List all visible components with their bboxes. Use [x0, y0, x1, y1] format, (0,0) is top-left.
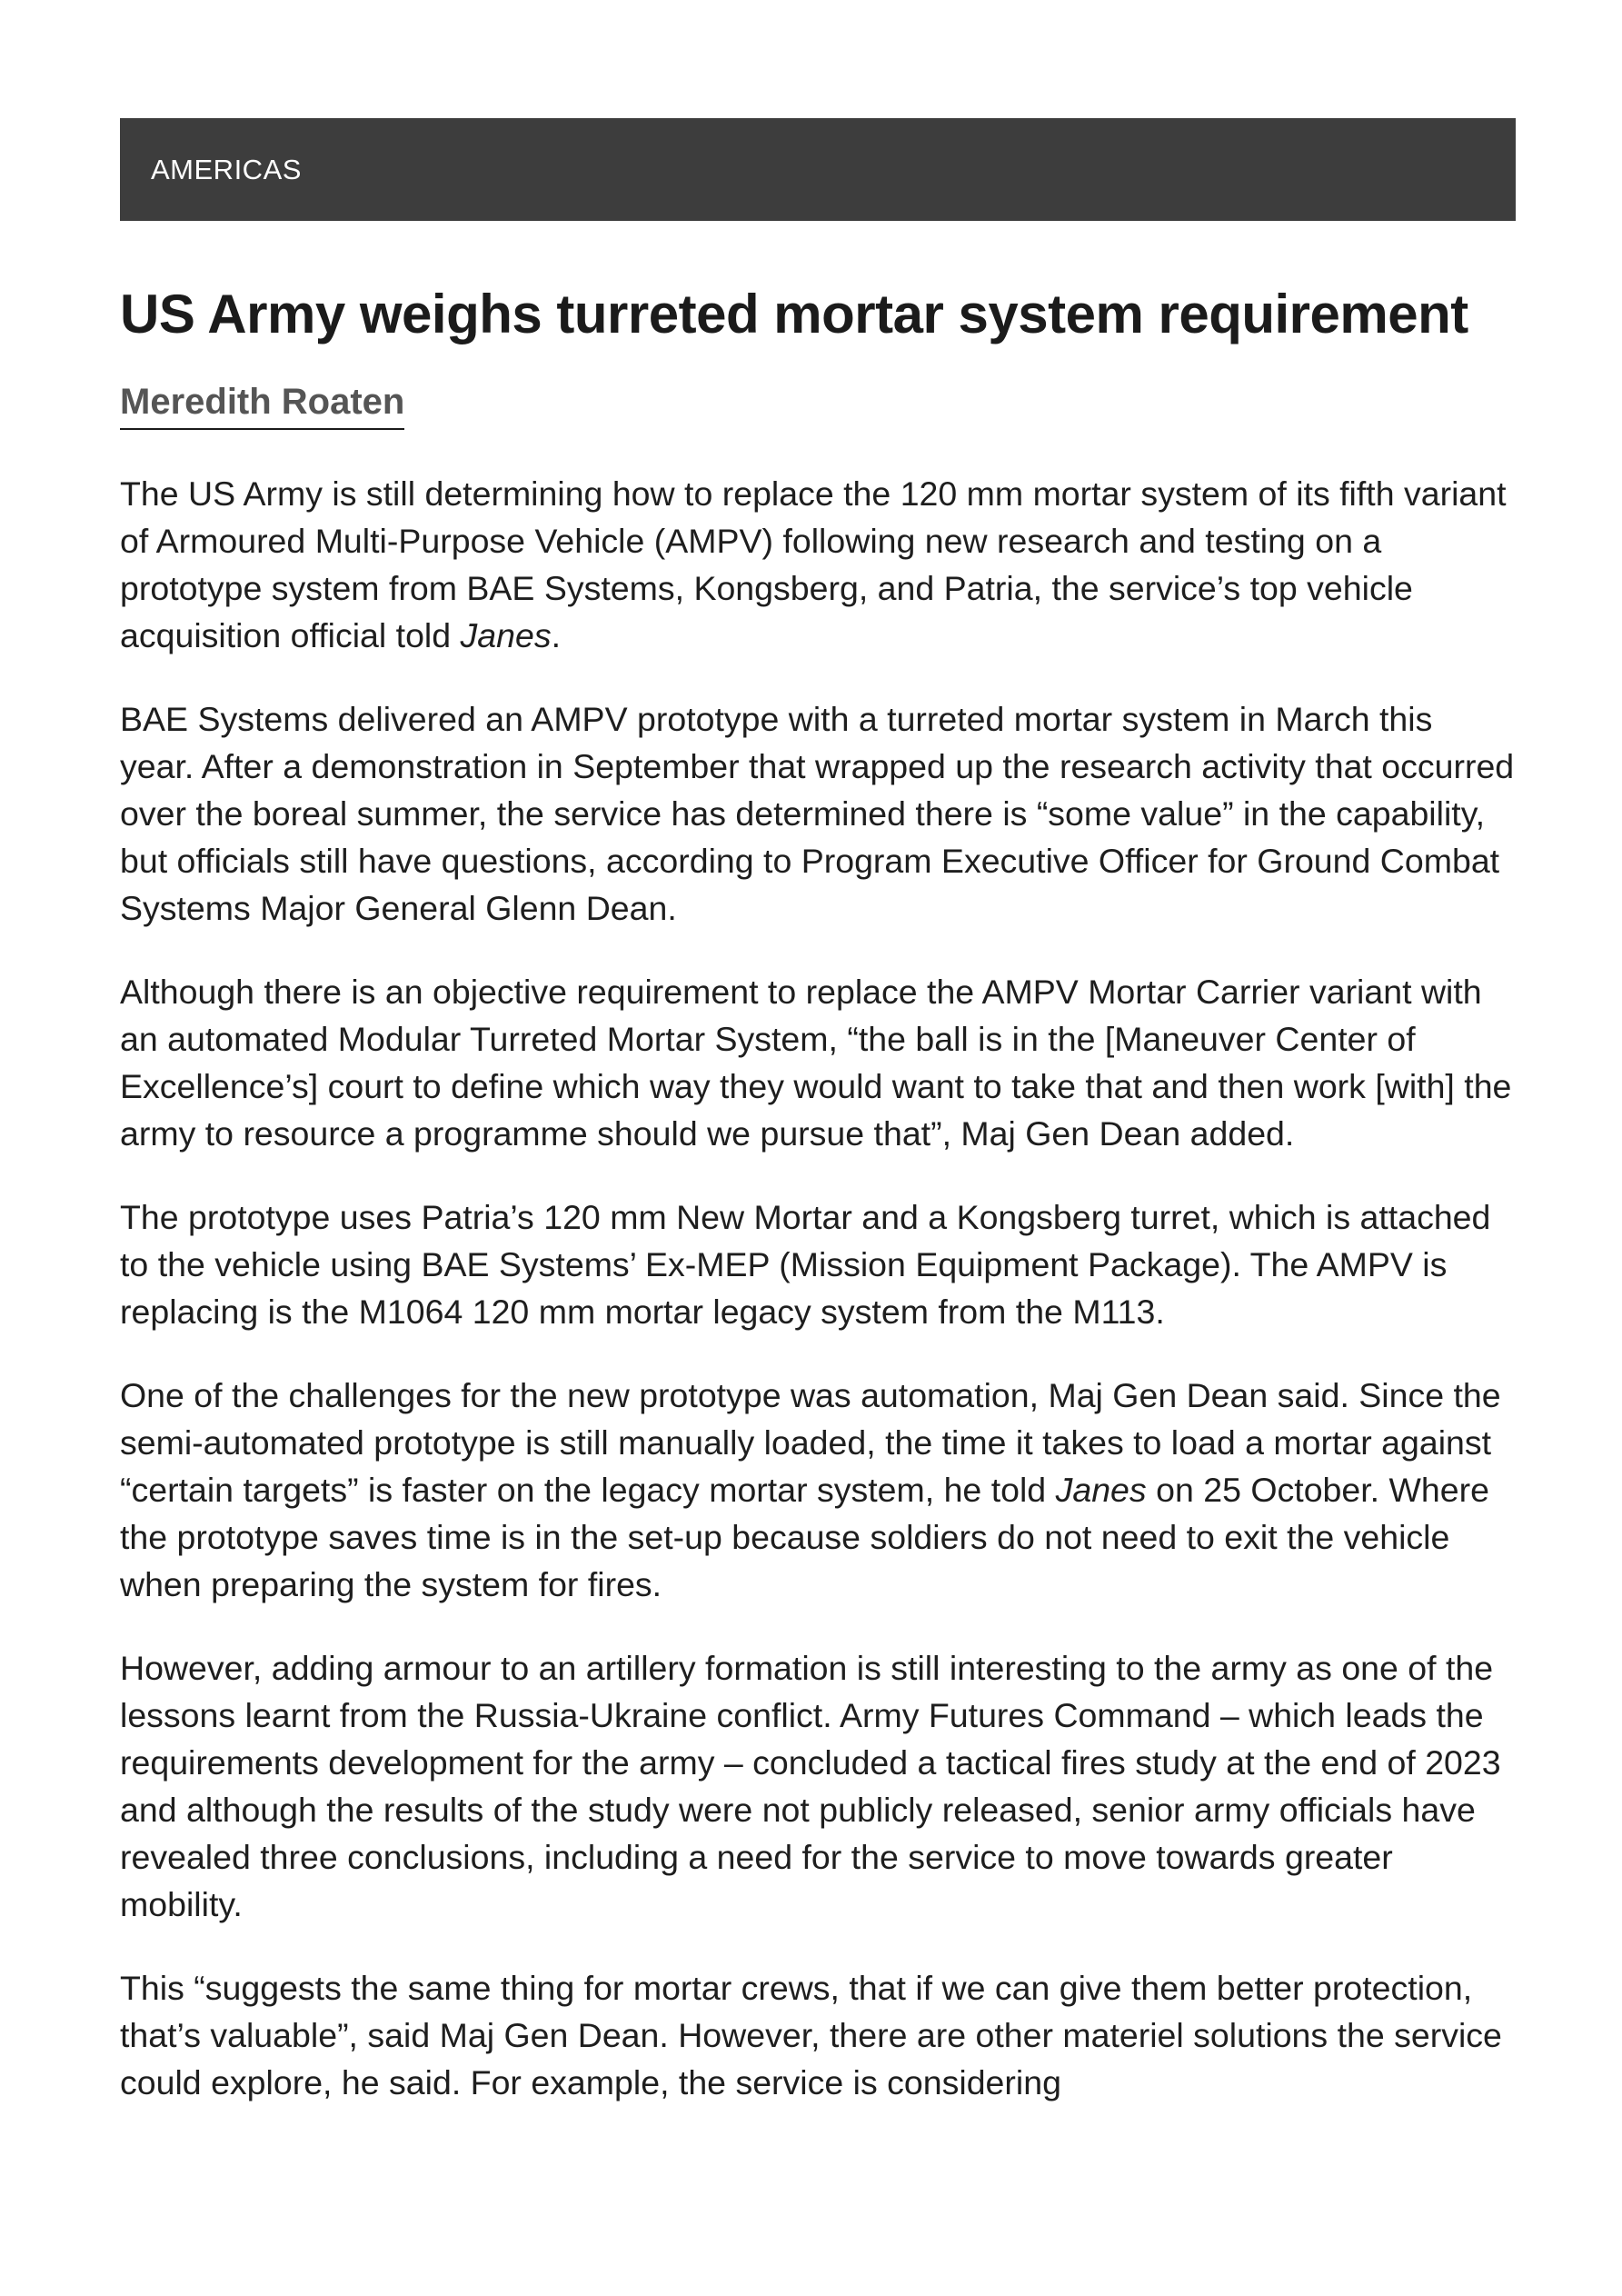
- article-title: US Army weighs turreted mortar system requirement: [120, 284, 1468, 344]
- paragraph-2: BAE Systems delivered an AMPV prototype with a turreted mortar system in March this year. After a demonstration in September that wrapped up the research activity that occurred over the boreal summer, the service has determined there is “some value” in the capability, but officials still have questions, according to Program Executive Officer for Ground Combat Systems Major General Glenn Dean.: [120, 700, 1515, 927]
- article-page: [120, 118, 1516, 2142]
- paragraph-1: The US Army is still determining how to replace the 120 mm mortar system of its fifth variant of Armoured Multi-Purpose Vehicle (AMPV) following new research and testing on a prototype system from BAE Systems, Kongsberg, and Patria, the service’s top vehicle acquisition official told Janes.: [120, 474, 1507, 654]
- paragraph-7: This “suggests the same thing for mortar crews, that if we can give them better protection, that’s valuable”, said Maj Gen Dean. However, there are other materiel solutions the service could explore, he said. For example, the service is considering: [120, 1969, 1502, 2101]
- paragraph-4: The prototype uses Patria’s 120 mm New Mortar and a Kongsberg turret, which is attached to the vehicle using BAE Systems’ Ex-MEP (Mission Equipment Package). The AMPV is replacing is the M1064 120 mm mortar legacy system from the M113.: [120, 1198, 1491, 1331]
- section-label: AMERICAS: [151, 153, 302, 185]
- article-body: [120, 470, 1516, 2106]
- paragraph-5: One of the challenges for the new prototype was automation, Maj Gen Dean said. Since the semi-automated prototype is still manually loaded, the time it takes to load a mortar against “certain targets” is faster on the legacy mortar system, he told Janes on 25 October. Where the prototype saves time is in the set-up because soldiers do not need to exit the vehicle when preparing the system for fires.: [120, 1376, 1501, 1603]
- paragraph-6: However, adding armour to an artillery formation is still interesting to the army as one of the lessons learnt from the Russia-Ukraine conflict. Army Futures Command – which leads the requirements development for the army – concluded a tactical fires study at the end of 2023 and although the results of the study were not publicly released, senior army officials have revealed three conclusions, including a need for the service to move towards greater mobility.: [120, 1649, 1501, 1923]
- paragraph-3: Although there is an objective requirement to replace the AMPV Mortar Carrier variant with an automated Modular Turreted Mortar System, “the ball is in the [Maneuver Center of Excellence’s] court to define which way they would want to take that and then work [with] the army to resource a programme should we pursue that”, Maj Gen Dean added.: [120, 973, 1512, 1153]
- section-banner: [120, 118, 1516, 221]
- author-link[interactable]: Meredith Roaten: [120, 382, 404, 430]
